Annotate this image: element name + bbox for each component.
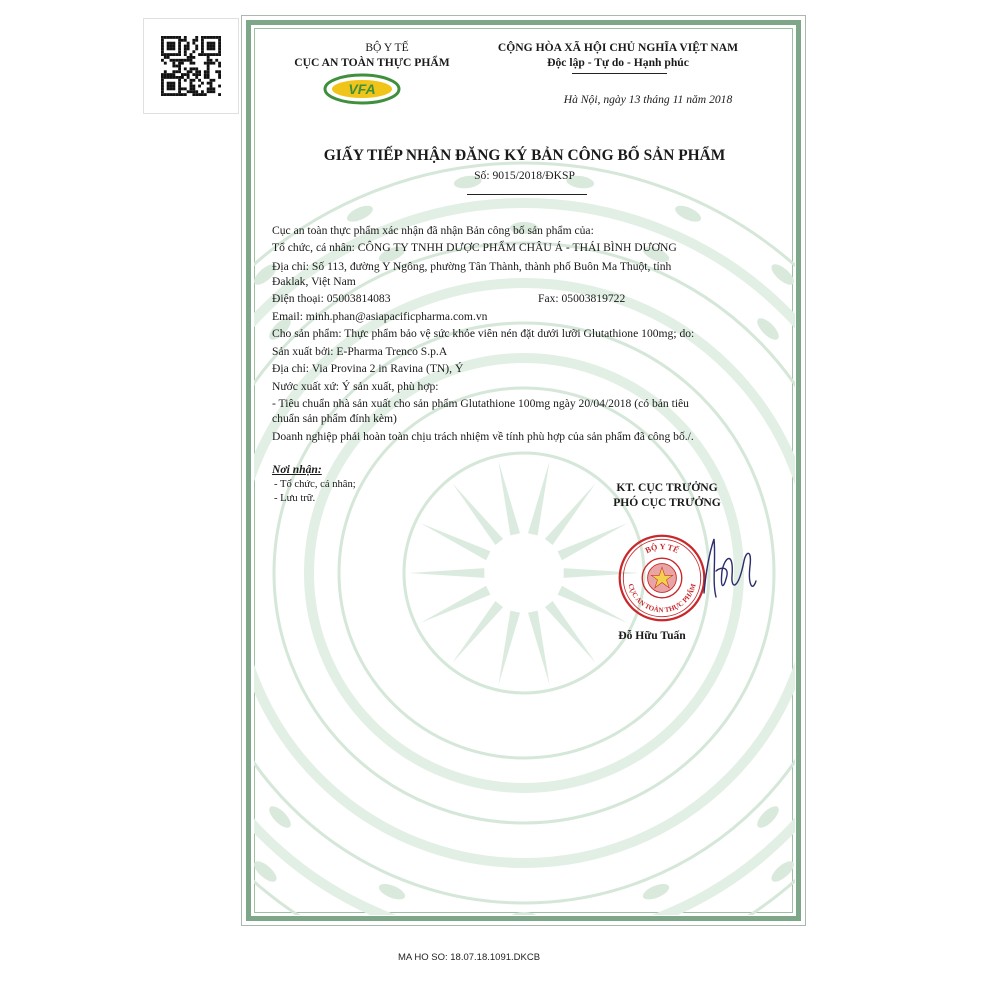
- qr-module: [201, 53, 204, 56]
- qr-module: [167, 82, 170, 85]
- qr-module: [161, 36, 164, 39]
- qr-module: [201, 50, 204, 53]
- motto-underline: [572, 73, 667, 74]
- qr-module: [178, 87, 181, 90]
- qr-module: [161, 90, 164, 93]
- qr-module: [212, 53, 215, 56]
- qr-module: [178, 45, 181, 48]
- qr-module: [172, 47, 175, 50]
- department-name: CỤC AN TOÀN THỰC PHẨM: [294, 56, 450, 69]
- qr-module: [204, 62, 207, 65]
- qr-module: [184, 47, 187, 50]
- qr-module: [175, 65, 178, 68]
- qr-module: [170, 47, 173, 50]
- drum-bird-motif: [510, 912, 538, 915]
- drum-bird-motif: [377, 881, 407, 903]
- country-name: CỘNG HÒA XÃ HỘI CHỦ NGHĨA VIỆT NAM: [497, 41, 739, 54]
- qr-module: [172, 73, 175, 76]
- qr-module: [212, 45, 215, 48]
- qr-module: [218, 39, 221, 42]
- qr-module: [207, 53, 210, 56]
- qr-module: [218, 42, 221, 45]
- qr-module: [187, 42, 190, 45]
- qr-module: [164, 76, 167, 79]
- qr-module: [187, 90, 190, 93]
- qr-module: [195, 76, 198, 79]
- qr-module: [190, 62, 193, 65]
- qr-module: [170, 45, 173, 48]
- manufacturer-address-line: Địa chỉ: Via Provina 2 in Ravina (TN), Ý: [272, 362, 464, 375]
- qr-module: [190, 79, 193, 82]
- qr-module: [161, 93, 164, 96]
- qr-module: [161, 50, 164, 53]
- qr-module: [170, 73, 173, 76]
- qr-module: [178, 79, 181, 82]
- qr-module: [161, 79, 164, 82]
- qr-module: [192, 62, 195, 65]
- qr-module: [172, 93, 175, 96]
- qr-module: [172, 87, 175, 90]
- qr-module: [170, 87, 173, 90]
- standard-line-2: chuẩn sản phẩm đính kèm): [272, 412, 397, 425]
- drum-bird-motif: [673, 202, 703, 225]
- qr-module: [207, 65, 210, 68]
- qr-module: [184, 36, 187, 39]
- qr-module: [178, 90, 181, 93]
- manufacturer-line: Sản xuất bởi: E-Pharma Trenco S.p.A: [272, 345, 448, 358]
- qr-module: [207, 82, 210, 85]
- qr-module: [204, 70, 207, 73]
- qr-module: [170, 85, 173, 88]
- qr-module: [172, 76, 175, 79]
- qr-module: [210, 45, 213, 48]
- qr-module: [207, 70, 210, 73]
- drum-bird-motif: [768, 858, 795, 885]
- qr-module: [167, 47, 170, 50]
- qr-module: [178, 85, 181, 88]
- qr-module: [218, 65, 221, 68]
- qr-module: [215, 36, 218, 39]
- fax-line: Fax: 05003819722: [538, 292, 626, 305]
- signer-title-2: PHÓ CỤC TRƯỞNG: [613, 496, 721, 509]
- qr-module: [161, 59, 164, 62]
- qr-module: [212, 47, 215, 50]
- qr-module: [161, 47, 164, 50]
- document-title: GIẤY TIẾP NHẬN ĐĂNG KÝ BẢN CÔNG BỐ SẢN PHẨM: [323, 147, 726, 164]
- qr-module: [192, 42, 195, 45]
- qr-module: [170, 93, 173, 96]
- qr-module: [170, 76, 173, 79]
- qr-module: [201, 93, 204, 96]
- qr-module: [192, 39, 195, 42]
- drum-star-ray: [452, 483, 503, 545]
- qr-module: [175, 36, 178, 39]
- qr-module: [161, 85, 164, 88]
- qr-module: [187, 47, 190, 50]
- qr-module: [164, 73, 167, 76]
- qr-module: [172, 36, 175, 39]
- qr-module: [181, 62, 184, 65]
- qr-module: [207, 56, 210, 59]
- qr-module: [195, 67, 198, 70]
- phone-line: Điện thoại: 05003814083: [272, 292, 391, 305]
- qr-module: [201, 42, 204, 45]
- standard-line-1: - Tiêu chuẩn nhà sản xuất cho sản phẩm Glutathione 100mg ngày 20/04/2018 (có bản tiêu: [272, 397, 689, 410]
- qr-module: [192, 56, 195, 59]
- qr-module: [187, 59, 190, 62]
- qr-module: [195, 47, 198, 50]
- qr-module: [164, 70, 167, 73]
- qr-module: [192, 93, 195, 96]
- organization-line: Tổ chức, cá nhân: CÔNG TY TNHH DƯỢC PHẨM CHÂU Á - THÁI BÌNH DƯƠNG: [272, 241, 677, 254]
- qr-module: [212, 90, 215, 93]
- qr-module: [167, 76, 170, 79]
- qr-module: [212, 87, 215, 90]
- qr-module: [184, 59, 187, 62]
- qr-module: [192, 79, 195, 82]
- qr-module: [184, 53, 187, 56]
- qr-module: [198, 53, 201, 56]
- qr-module: [207, 42, 210, 45]
- qr-module: [190, 90, 193, 93]
- dossier-code: MA HO SO: 18.07.18.1091.DKCB: [398, 952, 541, 963]
- qr-module: [161, 76, 164, 79]
- qr-module: [164, 36, 167, 39]
- qr-module: [161, 53, 164, 56]
- qr-module: [210, 87, 213, 90]
- drum-star-ray: [498, 461, 520, 536]
- qr-module: [190, 70, 193, 73]
- qr-module: [178, 62, 181, 65]
- drum-star-ray: [498, 611, 520, 686]
- qr-module: [201, 45, 204, 48]
- qr-module: [192, 90, 195, 93]
- qr-module: [170, 82, 173, 85]
- qr-module: [178, 67, 181, 70]
- qr-module: [195, 39, 198, 42]
- qr-module: [175, 70, 178, 73]
- qr-module: [184, 67, 187, 70]
- qr-module: [184, 73, 187, 76]
- qr-module: [192, 73, 195, 76]
- qr-module: [164, 62, 167, 65]
- qr-module: [210, 90, 213, 93]
- qr-module: [212, 79, 215, 82]
- qr-module: [218, 73, 221, 76]
- address-line-1: Địa chỉ: Số 113, đường Y Ngông, phường Tân Thành, thành phố Buôn Ma Thuột, tỉnh: [272, 260, 672, 273]
- vfa-logo-text: VFA: [348, 81, 376, 97]
- origin-line: Nước xuất xứ: Ý sản xuất, phù hợp:: [272, 380, 439, 393]
- qr-module: [178, 36, 181, 39]
- qr-module: [207, 87, 210, 90]
- qr-module: [184, 87, 187, 90]
- qr-module: [184, 79, 187, 82]
- qr-module: [218, 47, 221, 50]
- vfa-logo-icon: [322, 73, 402, 105]
- qr-module: [218, 70, 221, 73]
- qr-module: [187, 70, 190, 73]
- qr-module: [187, 56, 190, 59]
- qr-module: [201, 47, 204, 50]
- qr-module: [190, 56, 193, 59]
- national-motto: Độc lập - Tự do - Hạnh phúc: [547, 56, 689, 69]
- qr-module: [178, 82, 181, 85]
- qr-module: [167, 53, 170, 56]
- qr-module: [167, 87, 170, 90]
- qr-module: [181, 76, 184, 79]
- qr-module: [198, 73, 201, 76]
- svg-text:BỘ Y TẾ: [644, 542, 681, 555]
- qr-module: [181, 59, 184, 62]
- qr-module: [218, 85, 221, 88]
- qr-module: [207, 67, 210, 70]
- qr-module: [195, 90, 198, 93]
- qr-module: [207, 73, 210, 76]
- qr-module: [192, 85, 195, 88]
- qr-module: [172, 85, 175, 88]
- qr-module: [172, 70, 175, 73]
- drum-star-ray: [452, 601, 503, 663]
- qr-module: [181, 73, 184, 76]
- drum-bird-motif: [641, 881, 671, 903]
- qr-module: [212, 62, 215, 65]
- qr-module: [204, 93, 207, 96]
- qr-module: [218, 62, 221, 65]
- qr-module: [207, 62, 210, 65]
- email-line: Email: minh.phan@asiapacificpharma.com.vn: [272, 310, 488, 323]
- qr-module: [204, 73, 207, 76]
- seal-top-text: BỘ Y TẾ: [643, 542, 681, 556]
- qr-module: [184, 39, 187, 42]
- qr-module: [215, 53, 218, 56]
- recipient-item: - Tổ chức, cá nhân;: [274, 479, 356, 490]
- signer-name: Đỗ Hữu Tuấn: [618, 629, 686, 642]
- qr-module: [164, 53, 167, 56]
- qr-module: [218, 36, 221, 39]
- qr-module: [195, 45, 198, 48]
- ministry-name: BỘ Y TẾ: [365, 41, 409, 54]
- qr-module: [210, 42, 213, 45]
- qr-module: [190, 53, 193, 56]
- qr-module: [195, 93, 198, 96]
- qr-module: [192, 87, 195, 90]
- qr-module: [172, 82, 175, 85]
- qr-module: [178, 93, 181, 96]
- qr-module: [175, 53, 178, 56]
- qr-module: [167, 36, 170, 39]
- drum-star-ray: [420, 523, 490, 560]
- drum-star-ray: [409, 568, 484, 578]
- qr-module: [178, 53, 181, 56]
- qr-module: [167, 45, 170, 48]
- qr-module: [218, 53, 221, 56]
- qr-module: [212, 36, 215, 39]
- qr-module: [178, 50, 181, 53]
- qr-module: [181, 39, 184, 42]
- qr-module: [178, 70, 181, 73]
- qr-module: [204, 76, 207, 79]
- qr-module: [184, 45, 187, 48]
- qr-module: [190, 85, 193, 88]
- qr-module: [198, 85, 201, 88]
- qr-module: [210, 36, 213, 39]
- qr-module: [178, 59, 181, 62]
- qr-module: [190, 87, 193, 90]
- qr-module: [170, 42, 173, 45]
- intro-text: Cục an toàn thực phẩm xác nhận đã nhận Bản công bố sản phẩm của:: [272, 224, 594, 237]
- qr-module: [218, 93, 221, 96]
- qr-module: [207, 45, 210, 48]
- qr-module: [212, 42, 215, 45]
- qr-module: [172, 53, 175, 56]
- qr-module: [178, 42, 181, 45]
- qr-module: [218, 45, 221, 48]
- drum-star-ray: [528, 611, 550, 686]
- qr-module: [201, 36, 204, 39]
- qr-module: [170, 36, 173, 39]
- qr-module: [201, 39, 204, 42]
- qr-module: [161, 73, 164, 76]
- qr-module: [198, 93, 201, 96]
- qr-module: [207, 47, 210, 50]
- product-line: Cho sản phẩm: Thực phẩm bảo vệ sức khỏe viên nén đặt dưới lưỡi Glutathione 100mg; do:: [272, 327, 695, 340]
- qr-module: [195, 36, 198, 39]
- place-and-date: Hà Nội, ngày 13 tháng 11 năm 2018: [563, 93, 733, 106]
- qr-module: [201, 90, 204, 93]
- signer-title-1: KT. CỤC TRƯỞNG: [616, 481, 718, 494]
- qr-module: [170, 59, 173, 62]
- qr-module: [215, 70, 218, 73]
- qr-module: [167, 73, 170, 76]
- qr-module: [192, 50, 195, 53]
- qr-module: [210, 85, 213, 88]
- qr-module: [210, 53, 213, 56]
- qr-module: [215, 59, 218, 62]
- qr-module: [164, 56, 167, 59]
- qr-module: [184, 50, 187, 53]
- qr-module: [184, 93, 187, 96]
- qr-module: [167, 93, 170, 96]
- qr-module: [207, 59, 210, 62]
- qr-module: [204, 53, 207, 56]
- qr-module: [210, 79, 213, 82]
- qr-module: [172, 62, 175, 65]
- qr-module: [181, 93, 184, 96]
- qr-module: [192, 67, 195, 70]
- recipients-heading: Nơi nhận:: [272, 463, 322, 476]
- qr-module: [204, 36, 207, 39]
- qr-module: [207, 36, 210, 39]
- recipient-item: - Lưu trữ.: [274, 493, 316, 504]
- qr-module: [167, 56, 170, 59]
- qr-module: [198, 70, 201, 73]
- qr-module: [187, 73, 190, 76]
- drum-star-ray: [528, 461, 550, 536]
- qr-module: [161, 45, 164, 48]
- drum-bird-motif: [345, 202, 375, 225]
- qr-module: [195, 70, 198, 73]
- qr-module: [187, 45, 190, 48]
- qr-module: [172, 45, 175, 48]
- qr-module: [178, 39, 181, 42]
- drum-star-ray: [420, 586, 490, 623]
- qr-module: [210, 62, 213, 65]
- qr-module: [161, 39, 164, 42]
- qr-module: [178, 65, 181, 68]
- qr-module: [198, 79, 201, 82]
- qr-module: [161, 87, 164, 90]
- qr-module: [190, 59, 193, 62]
- drum-bird-motif: [254, 858, 280, 885]
- qr-module: [190, 82, 193, 85]
- address-line-2: Đaklak, Việt Nam: [272, 275, 356, 288]
- qr-module: [167, 42, 170, 45]
- certificate-document: [241, 15, 806, 926]
- qr-module: [175, 59, 178, 62]
- qr-module: [195, 73, 198, 76]
- qr-module: [181, 87, 184, 90]
- responsibility-line: Doanh nghiệp phải hoàn toàn chịu trách nhiệm về tính phù hợp của sản phẩm đã công bố./.: [272, 430, 694, 443]
- qr-module: [178, 47, 181, 50]
- qr-module: [161, 82, 164, 85]
- qr-module: [210, 47, 213, 50]
- qr-module: [164, 93, 167, 96]
- document-number: Số: 9015/2018/ĐKSP: [474, 169, 575, 182]
- qr-module: [172, 65, 175, 68]
- qr-code-image: [161, 36, 221, 96]
- qr-module: [167, 85, 170, 88]
- qr-module: [207, 76, 210, 79]
- qr-module: [210, 82, 213, 85]
- handwritten-signature: [692, 531, 762, 606]
- qr-module: [190, 67, 193, 70]
- qr-module: [187, 76, 190, 79]
- qr-module: [207, 90, 210, 93]
- qr-module: [170, 53, 173, 56]
- qr-code: [143, 18, 239, 114]
- qr-module: [218, 76, 221, 79]
- seal-bottom-text: CỤC AN TOÀN THỰC PHẨM: [626, 582, 698, 615]
- qr-module: [175, 76, 178, 79]
- qr-module: [175, 93, 178, 96]
- drum-bird-motif: [768, 261, 795, 288]
- qr-module: [172, 59, 175, 62]
- qr-module: [172, 42, 175, 45]
- qr-module: [210, 59, 213, 62]
- qr-module: [161, 42, 164, 45]
- qr-module: [218, 50, 221, 53]
- qr-module: [201, 82, 204, 85]
- qr-module: [178, 76, 181, 79]
- title-underline: [467, 194, 587, 195]
